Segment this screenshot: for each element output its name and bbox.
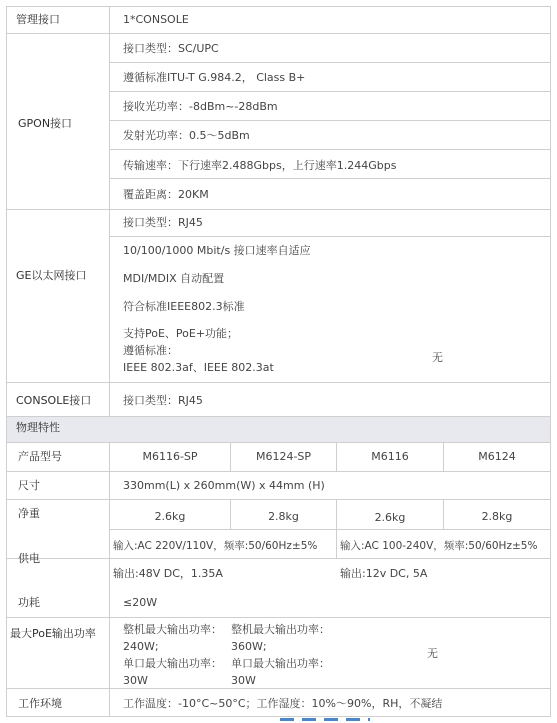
row-separator bbox=[109, 236, 551, 237]
weight-value: 2.6kg bbox=[374, 511, 406, 524]
row-separator bbox=[6, 442, 551, 443]
row-separator bbox=[6, 33, 551, 34]
gpon-label: GPON接口 bbox=[18, 117, 73, 130]
model-name: M6124-SP bbox=[255, 450, 312, 463]
row-separator bbox=[109, 120, 551, 121]
poe-max-line: 单口最大输出功率： bbox=[123, 657, 222, 670]
model-name: M6124 bbox=[478, 450, 516, 463]
power-input-sp: 输入:AC 220V/110V，频率:50/60Hz±5% bbox=[113, 540, 318, 552]
table-border-top bbox=[6, 6, 551, 7]
environment-label: 工作环境 bbox=[18, 697, 62, 710]
poe-max-line: 240W; bbox=[123, 640, 159, 653]
gpon-item: 接收光功率：-8dBm~-28dBm bbox=[123, 100, 278, 113]
management-interface-value: 1*CONSOLE bbox=[123, 13, 189, 26]
poe-standard-line: 遵循标准： bbox=[123, 344, 178, 357]
model-label: 产品型号 bbox=[18, 450, 62, 463]
power-output-std: 输出:12v DC, 5A bbox=[340, 567, 428, 580]
ge-label: GE以太网接口 bbox=[16, 269, 87, 282]
label-divider-upper bbox=[109, 6, 110, 417]
poe-standard-values: IEEE 802.3af、IEEE 802.3at bbox=[123, 361, 274, 374]
gpon-item: 传输速率：下行速率2.488Gbps，上行速率1.244Gbps bbox=[123, 159, 397, 172]
poe-max-line: 360W; bbox=[231, 640, 267, 653]
power-output-sp: 输出:48V DC，1.35A bbox=[113, 567, 223, 580]
row-separator bbox=[109, 62, 551, 63]
gpon-item: 接口类型：SC/UPC bbox=[123, 42, 219, 55]
console-interface-label: CONSOLE接口 bbox=[16, 394, 92, 407]
table-border-right bbox=[550, 6, 551, 717]
gpon-item: 覆盖距离：20KM bbox=[123, 188, 209, 201]
management-interface-label: 管理接口 bbox=[16, 13, 60, 26]
poe-max-label: 最大PoE输出功率 bbox=[10, 627, 96, 640]
gpon-item: 遵循标准ITU-T G.984.2， Class B+ bbox=[123, 71, 306, 84]
table-border-left bbox=[6, 6, 7, 717]
ge-item: 10/100/1000 Mbit/s 接口速率自适应 bbox=[123, 244, 311, 257]
row-separator bbox=[6, 471, 551, 472]
weight-value: 2.8kg bbox=[268, 510, 299, 523]
row-separator bbox=[109, 149, 551, 150]
poe-max-line: 单口最大输出功率： bbox=[231, 657, 330, 670]
weight-label: 净重 bbox=[18, 507, 40, 520]
table-border-bottom bbox=[6, 716, 551, 717]
weight-power-divider bbox=[336, 499, 337, 558]
size-value: 330mm(L) x 260mm(W) x 44mm (H) bbox=[123, 479, 325, 492]
model-name: M6116 bbox=[371, 450, 409, 463]
gpon-item: 发射光功率：0.5～5dBm bbox=[123, 129, 250, 142]
power-input-std: 输入:AC 100-240V，频率:50/60Hz±5% bbox=[340, 540, 538, 552]
section-title: 物理特性 bbox=[16, 421, 60, 434]
weight-value: 2.8kg bbox=[481, 510, 513, 523]
model-name: M6116-SP bbox=[142, 450, 198, 463]
consumption-value: ≤20W bbox=[123, 596, 158, 609]
row-separator bbox=[109, 529, 551, 530]
poe-none-value: 无 bbox=[432, 351, 443, 364]
page-footer-bar bbox=[280, 718, 370, 721]
label-divider-lower bbox=[109, 442, 110, 717]
environment-value: 工作温度：-10°C~50°C；工作湿度：10%～90%，RH，不凝结 bbox=[123, 697, 443, 710]
row-separator bbox=[109, 178, 551, 179]
spec-table bbox=[6, 6, 551, 717]
weight-value: 2.6kg bbox=[154, 510, 186, 523]
ge-item: 接口类型：RJ45 bbox=[123, 216, 203, 229]
row-separator bbox=[6, 688, 551, 689]
poe-max-none: 无 bbox=[427, 647, 438, 660]
row-separator bbox=[6, 382, 551, 383]
ge-item: MDI/MDIX 自动配置 bbox=[123, 272, 225, 285]
section-band bbox=[7, 416, 550, 442]
ge-item: 符合标准IEEE802.3标准 bbox=[123, 300, 245, 313]
console-interface-value: 接口类型：RJ45 bbox=[123, 394, 203, 407]
row-separator bbox=[6, 209, 551, 210]
row-separator bbox=[6, 416, 551, 417]
size-label: 尺寸 bbox=[18, 479, 40, 492]
row-separator bbox=[6, 617, 551, 618]
poe-max-line: 30W bbox=[231, 674, 256, 687]
row-separator bbox=[6, 499, 551, 500]
row-separator bbox=[6, 558, 551, 559]
poe-max-line: 整机最大输出功率： bbox=[231, 623, 330, 636]
power-label: 供电 bbox=[18, 552, 40, 565]
poe-max-line: 30W bbox=[123, 674, 148, 687]
poe-max-line: 整机最大输出功率： bbox=[123, 623, 222, 636]
poe-support-line: 支持PoE、PoE+功能； bbox=[123, 327, 239, 340]
consumption-label: 功耗 bbox=[18, 596, 40, 609]
row-separator bbox=[109, 91, 551, 92]
